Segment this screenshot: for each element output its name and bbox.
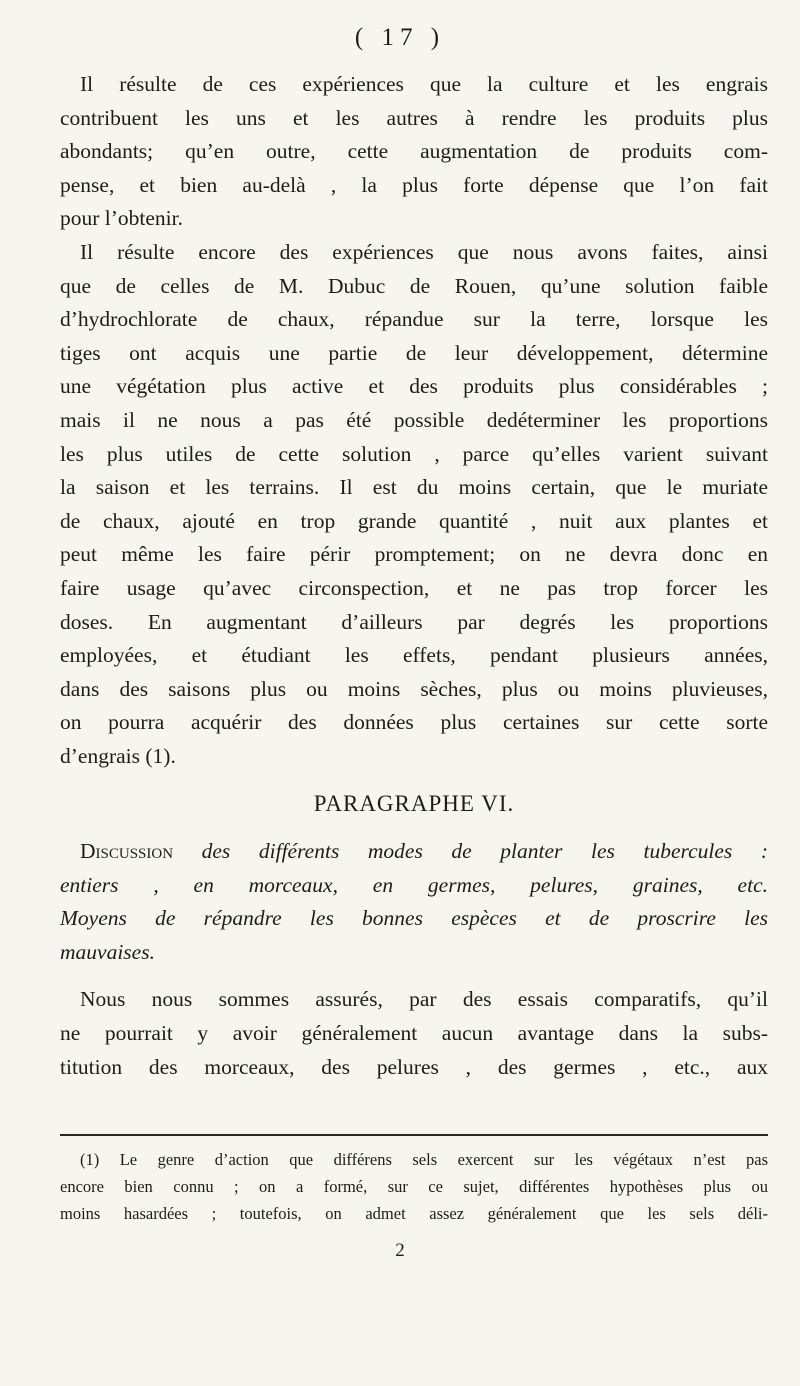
text-line: employées, et étudiant les effets, pendant plusieurs années, xyxy=(60,643,768,668)
text-line: abondants; qu’en outre, cette augmentation de produits com- xyxy=(60,139,768,164)
text-line: que de celles de M. Dubuc de Rouen, qu’une solution faible xyxy=(60,273,768,298)
text-line: titution des morceaux, des pelures , des germes , etc., aux xyxy=(60,1054,768,1079)
text-line: de chaux, ajouté en trop grande quantité , nuit aux plantes et xyxy=(60,508,768,533)
paragraph-3 xyxy=(60,983,768,1084)
summary-text: des différents modes de planter les tubercules : xyxy=(173,839,768,864)
footnote xyxy=(60,1146,768,1227)
footnote-line: (1) Le genre d’action que différens sels exercent sur les végétaux n’est pas xyxy=(80,1150,768,1169)
footnote-rule xyxy=(60,1134,768,1136)
text-line: contribuent les uns et les autres à rendre les produits plus xyxy=(60,105,768,130)
text-line: doses. En augmentant d’ailleurs par degrés les proportions xyxy=(60,609,768,634)
spacer xyxy=(60,969,768,983)
signature-mark: 2 xyxy=(395,1240,405,1261)
section-summary xyxy=(60,835,768,969)
text-line xyxy=(60,835,768,869)
text-line: pour l’obtenir. xyxy=(60,206,184,231)
summary-lead: Discussion xyxy=(80,839,174,864)
main-text xyxy=(60,68,768,1084)
text-line: d’hydrochlorate de chaux, répandue sur la terre, lorsque les xyxy=(60,307,768,332)
paragraph-1 xyxy=(60,68,768,236)
text-line: une végétation plus active et des produits plus considérables ; xyxy=(60,374,768,399)
text-line: Il résulte de ces expériences que la culture et les engrais xyxy=(80,72,768,96)
text-line: d’engrais (1). xyxy=(60,743,176,768)
text-line: faire usage qu’avec circonspection, et ne pas trop forcer les xyxy=(60,575,768,600)
footnote-line: encore bien connu ; on a formé, sur ce sujet, différentes hypothèses plus ou xyxy=(60,1177,768,1196)
text-line: ne pourrait y avoir généralement aucun avantage dans la subs- xyxy=(60,1021,768,1046)
text-line: mais il ne nous a pas été possible dedéterminer les proportions xyxy=(60,407,768,432)
text-line: peut même les faire périr promptement; on ne devra donc en xyxy=(60,542,768,567)
text-line: Nous nous sommes assurés, par des essais comparatifs, qu’il xyxy=(80,987,768,1012)
paragraph-2 xyxy=(60,236,768,774)
page-number: ( 17 ) xyxy=(354,24,446,51)
text-line: tiges ont acquis une partie de leur développement, détermine xyxy=(60,340,768,365)
text-line: pense, et bien au-delà , la plus forte dépense que l’on fait xyxy=(60,172,768,197)
text-line: on pourra acquérir des données plus certaines sur cette sorte xyxy=(60,710,768,735)
footnote-line: moins hasardées ; toutefois, on admet assez généralement que les sels déli- xyxy=(60,1204,768,1223)
text-line: Moyens de répandre les bonnes espèces et de proscrire les xyxy=(60,906,768,931)
text-line: mauvaises. xyxy=(60,939,155,964)
text-line: les plus utiles de cette solution , parce qu’elles varient suivant xyxy=(60,441,768,466)
section-heading: PARAGRAPHE VI. xyxy=(313,791,515,817)
text-line: la saison et les terrains. Il est du moins certain, que le muriate xyxy=(60,475,768,500)
text-line: dans des saisons plus ou moins sèches, plus ou moins pluvieuses, xyxy=(60,676,768,701)
text-line: Il résulte encore des expériences que nous avons faites, ainsi xyxy=(80,239,768,264)
text-line: entiers , en morceaux, en germes, pelures, graines, etc. xyxy=(60,872,768,897)
